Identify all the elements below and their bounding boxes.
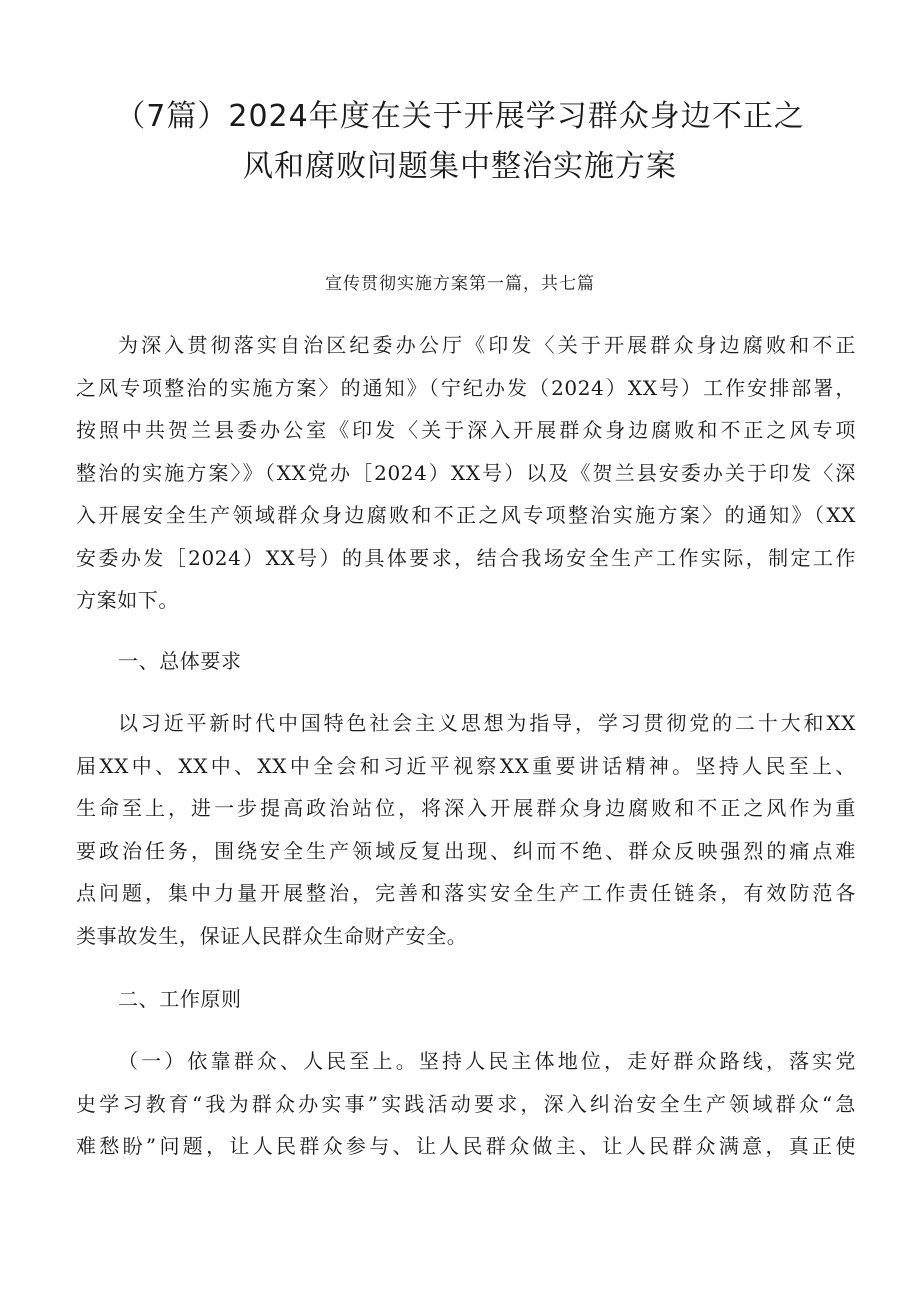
paragraph-line: 之风专项整治的实施方案〉的通知》（宁纪办发（2024）XX号）工作安排部署， xyxy=(76,375,856,400)
section-heading-work-principles: 二、工作原则 xyxy=(118,987,242,1011)
paragraph-intro xyxy=(76,324,856,622)
paragraph-line: 生命至上，进一步提高政治站位，将深入开展群众身边腐败和不正之风作为重 xyxy=(76,796,856,820)
paragraph-line: 安委办发［2024）XX号）的具体要求，结合我场安全生产工作实际，制定工作 xyxy=(76,545,856,570)
paragraph-line: 史学习教育“我为群众办实事”实践活动要求，深入纠治安全生产领域群众“急 xyxy=(76,1091,856,1116)
paragraph-line: （一）依靠群众、人民至上。坚持人民主体地位，走好群众路线，落实党 xyxy=(118,1049,856,1073)
paragraph-line: 以习近平新时代中国特色社会主义思想为指导，学习贯彻党的二十大和XX xyxy=(118,711,856,735)
paragraph-line: 入开展安全生产领域群众身边腐败和不正之风专项整治实施方案〉的通知》（XX xyxy=(76,503,856,527)
title-line-2: 风和腐败问题集中整治实施方案 xyxy=(243,149,677,184)
paragraph-line: 方案如下。 xyxy=(76,588,179,612)
paragraph-line: 整治的实施方案〉》（XX党办［2024）XX号）以及《贺兰县安委办关于印发〈深 xyxy=(76,460,856,485)
paragraph-line: 为深入贯彻落实自治区纪委办公厅《印发〈关于开展群众身边腐败和不正 xyxy=(118,333,856,357)
paragraph-line: 要政治任务，围绕安全生产领域反复出现、纠而不绝、群众反映强烈的痛点难 xyxy=(76,838,856,863)
document-subtitle: 宣传贯彻实施方案第一篇，共七篇 xyxy=(325,274,595,294)
paragraph-work-principles xyxy=(76,1040,856,1168)
paragraph-line: 难愁盼”问题，让人民群众参与、让人民群众做主、让人民群众满意，真正使 xyxy=(76,1134,856,1158)
paragraph-line: 类事故发生，保证人民群众生命财产安全。 xyxy=(76,923,468,948)
paragraph-line: 届XX中、XX中、XX中全会和习近平视察XX重要讲话精神。坚持人民至上、 xyxy=(76,753,856,778)
paragraph-general-requirements xyxy=(76,702,856,957)
title-line-1: （7篇）2024年度在关于开展学习群众身边不正之 xyxy=(115,99,805,134)
document-title xyxy=(80,92,840,192)
paragraph-line: 按照中共贺兰县委办公室《印发〈关于深入开展群众身边腐败和不正之风专项 xyxy=(76,418,856,442)
section-heading-general-requirements: 一、总体要求 xyxy=(118,649,242,673)
paragraph-line: 点问题，集中力量开展整治，完善和落实安全生产工作责任链条，有效防范各 xyxy=(76,881,856,905)
